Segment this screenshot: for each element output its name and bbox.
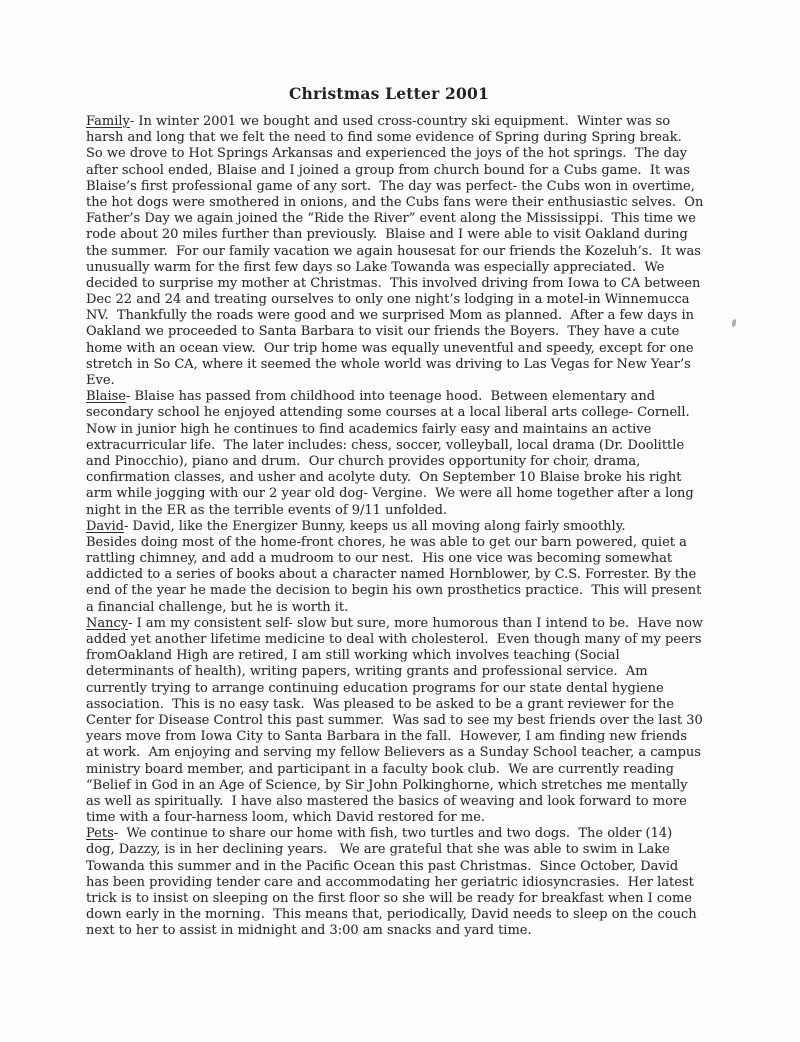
- letter-line: rode about 20 miles further than previously. Blaise and I were able to visit Oakland during: [86, 227, 688, 243]
- section-lead-nancy: Nancy: [86, 615, 129, 631]
- letter-line: “Belief in God in an Age of Science, by Sir John Polkinghorne, which stretches me mentally: [86, 777, 688, 793]
- letter-line: Blaise- Blaise has passed from childhood into teenage hood. Between elementary and: [86, 389, 656, 405]
- letter-line: NV. Thankfully the roads were good and we surprised Mom as planned. After a few days in: [86, 308, 695, 324]
- section-lead-pets: Pets: [86, 826, 114, 842]
- scan-artifact-speck: [731, 319, 737, 328]
- letter-line: Eve.: [86, 373, 115, 388]
- letter-line: at work. Am enjoying and serving my fellow Believers as a Sunday School teacher, a campus: [86, 745, 701, 761]
- letter-line: trick is to insist on sleeping on the first floor so she will be ready for breakfast when I come: [86, 891, 692, 906]
- letter-line: time with a four-harness loom, which David restored for me.: [86, 810, 486, 826]
- page-title: Christmas Letter 2001: [289, 84, 489, 103]
- letter-line: currently trying to arrange continuing education programs for our state dental hygiene: [86, 680, 664, 696]
- letter-line: fromOakland High are retired, I am still working which involves teaching (Social: [86, 648, 620, 664]
- letter-line: Oakland we proceeded to Santa Barbara to visit our friends the Boyers. They have a cute: [86, 324, 680, 340]
- letter-line: association. This is no easy task. Was pleased to be asked to be a grant reviewer for the: [86, 696, 674, 712]
- section-lead-family: Family: [86, 114, 130, 129]
- letter-line: Pets- We continue to share our home with fish, two turtles and two dogs. The older (14): [86, 826, 673, 842]
- letter-line: and Pinocchio), piano and drum. Our church provides opportunity for choir, drama,: [86, 453, 641, 469]
- letter-line: Nancy- I am my consistent self- slow but sure, more humorous than I intend to be. Have now: [86, 615, 704, 631]
- letter-line: added yet another lifetime medicine to deal with cholesterol. Even though many of my peers: [86, 632, 702, 647]
- paragraph-family: [86, 114, 703, 389]
- letter-line: as well as spiritually. I have also mastered the basics of weaving and look forward to more: [86, 793, 687, 809]
- letter-line: extracurricular life. The later includes: chess, soccer, volleyball, local drama (Dr. Doolittle: [86, 437, 685, 453]
- letter-line: Family- In winter 2001 we bought and used cross-country ski equipment. Winter was so: [86, 114, 671, 129]
- letter-line: Besides doing most of the home-front chores, he was able to get our barn powered, quiet a: [86, 534, 687, 550]
- letter-line: home with an ocean view. Our trip home was equally uneventful and speedy, except for one: [86, 340, 694, 356]
- paragraph-david: [86, 519, 703, 616]
- letter-line: secondary school he enjoyed attending some courses at a local liberal arts college- Cornell.: [86, 405, 690, 421]
- letter-line: a financial challenge, but he is worth it.: [86, 599, 349, 615]
- letter-body: [86, 114, 703, 940]
- section-lead-david: David: [86, 518, 124, 534]
- letter-line: addicted to a series of books about a character named Hornblower, by C.S. Forrester. By the: [86, 567, 697, 583]
- letter-line: Towanda this summer and in the Pacific Ocean this past Christmas. Since October, David: [86, 858, 679, 874]
- letter-line: Blaise’s first professional game of any sort. The day was perfect- the Cubs won in overtime,: [86, 178, 695, 194]
- letter-line: years move from Iowa City to Santa Barbara in the fall. However, I am finding new friends: [86, 729, 688, 745]
- letter-line: Center for Disease Control this past summer. Was sad to see my best friends over the last 30: [86, 712, 703, 728]
- letter-line: down early in the morning. This means that, periodically, David needs to sleep on the couch: [86, 907, 697, 923]
- letter-line: arm while jogging with our 2 year old dog- Vergine. We were all home together after a long: [86, 486, 694, 502]
- paragraph-nancy: [86, 616, 703, 826]
- letter-line: determinants of health), writing papers, writing grants and professional service. Am: [86, 664, 648, 680]
- letter-line: Dec 22 and 24 and treating ourselves to only one night’s lodging in a motel-in Winnemucca: [86, 292, 690, 308]
- letter-line: end of the year he made the decision to begin his own prosthetics practice. This will present: [86, 583, 702, 599]
- letter-line: decided to surprise my mother at Christmas. This involved driving from Iowa to CA between: [86, 275, 701, 291]
- paragraph-pets: [86, 826, 703, 939]
- letter-line: stretch in So CA, where it seemed the whole world was driving to Las Vegas for New Year’s: [86, 356, 691, 372]
- letter-line: has been providing tender care and accommodating her geriatric idiosyncrasies. Her latest: [86, 874, 694, 890]
- paragraph-blaise: [86, 389, 703, 519]
- letter-line: harsh and long that we felt the need to find some evidence of Spring during Spring break.: [86, 130, 682, 146]
- letter-line: unusually warm for the first few days so Lake Towanda was especially appreciated. We: [86, 259, 665, 275]
- letter-line: the hot dogs were smothered in onions, and the Cubs fans were their enthusiastic selves. On: [86, 194, 704, 210]
- letter-line: next to her to assist in midnight and 3:00 am snacks and yard time.: [86, 923, 532, 939]
- letter-line: rattling chimney, and add a mudroom to our nest. His one vice was becoming somewhat: [86, 551, 673, 567]
- letter-line: the summer. For our family vacation we again housesat for our friends the Kozeluh’s. It was: [86, 243, 701, 259]
- letter-line: confirmation classes, and usher and acolyte duty. On September 10 Blaise broke his right: [86, 470, 682, 486]
- letter-line: after school ended, Blaise and I joined a group from church bound for a Cubs game. It was: [86, 162, 690, 178]
- letter-line: Father’s Day we again joined the “Ride the River” event along the Mississippi. This time we: [86, 211, 696, 227]
- letter-line: dog, Dazzy, is in her declining years. We are grateful that she was able to swim in Lake: [86, 842, 670, 858]
- letter-line: night in the ER as the terrible events of 9/11 unfolded.: [86, 502, 448, 518]
- letter-line: Now in junior high he continues to find academics fairly easy and maintains an active: [86, 421, 652, 437]
- letter-line: ministry board member, and participant in a faculty book club. We are currently reading: [86, 761, 674, 777]
- letter-line: David- David, like the Energizer Bunny, keeps us all moving along fairly smoothly.: [86, 518, 626, 534]
- section-lead-blaise: Blaise: [86, 389, 126, 405]
- letter-line: So we drove to Hot Springs Arkansas and experienced the joys of the hot springs. The day: [86, 146, 688, 162]
